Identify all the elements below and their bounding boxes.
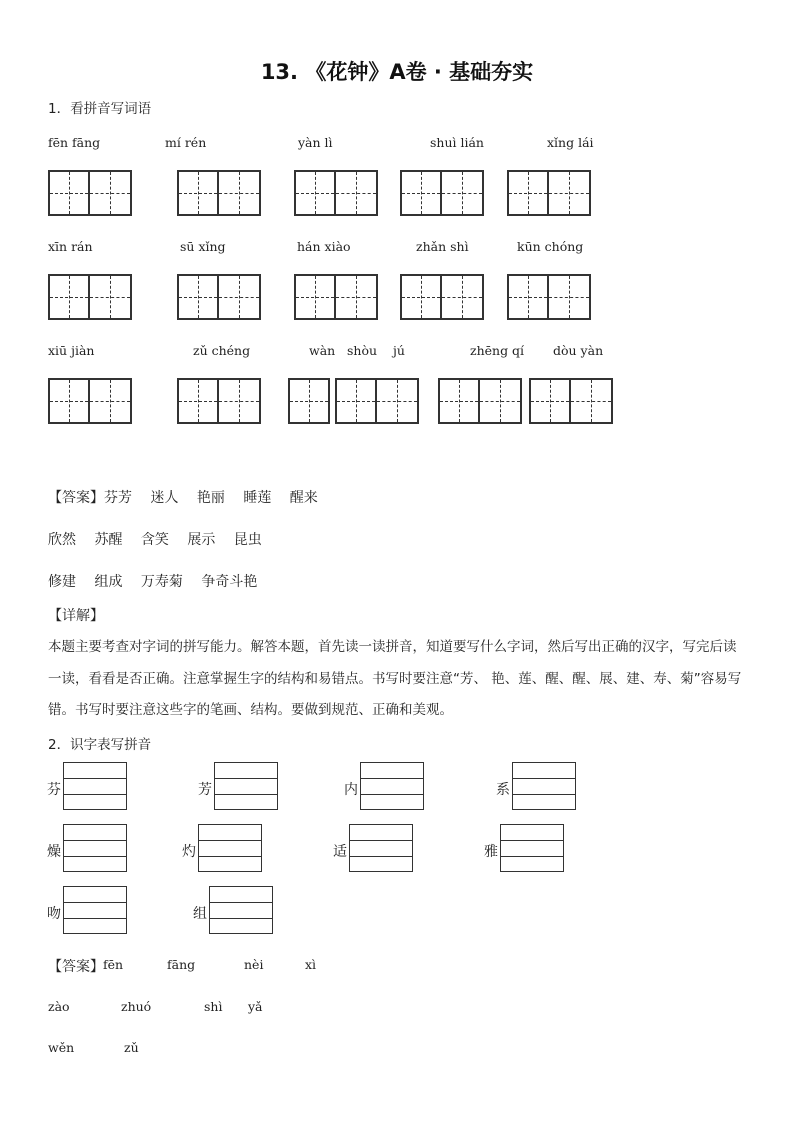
tianzi-box[interactable] [90,378,132,424]
tianzi-box[interactable] [294,170,336,216]
answer-label: 【答案】 [48,490,104,506]
tianzi-box[interactable] [177,378,219,424]
pinyin-label: kūn chóng [517,239,584,254]
hanzi-char: 雅 [484,844,498,860]
pinyin-writing-box[interactable] [512,762,576,810]
pinyin-writing-box[interactable] [500,824,564,872]
page-title: 13. 《花钟》A卷 · 基础夯实 [260,60,534,84]
pinyin-writing-box[interactable] [198,824,262,872]
tianzi-box[interactable] [177,170,219,216]
pinyin-label: fēn fāng [48,135,101,150]
tianzi-box[interactable] [288,378,330,424]
detail-paragraph: 本题主要考查对字词的拼写能力。解答本题，首先读一读拼音，知道要写什么字词，然后写出正确的汉字，写完后读一读，看看是否正确。注意掌握生字的结构和易错点。书写时要注意“芳、 艳、莲、醒、醒、展、建、寿、菊”容易写错。书写时要注意这些字的笔画、结构。要做到规范、正确和美观。 [48,639,742,718]
pinyin-label: jú [393,343,405,358]
tianzi-box[interactable] [507,170,549,216]
pinyin-writing-box[interactable] [63,886,127,934]
answer-block-1 [48,487,318,507]
tianzi-box[interactable] [549,274,591,320]
hanzi-char: 内 [344,782,358,798]
tianzi-box[interactable] [48,378,90,424]
pinyin-writing-box[interactable] [209,886,273,934]
tianzi-box[interactable] [438,378,480,424]
tianzi-box[interactable] [442,274,484,320]
tianzi-box[interactable] [377,378,419,424]
pinyin-label: xiū jiàn [48,343,95,358]
pinyin-answer: wěn [48,1040,75,1055]
answer-label: 【答案】 [48,959,104,975]
pinyin-writing-box[interactable] [349,824,413,872]
detail-label: 【详解】 [48,608,104,624]
tianzi-box[interactable] [400,170,442,216]
pinyin-label: zǔ chéng [193,343,251,358]
tianzi-box[interactable] [219,274,261,320]
pinyin-writing-box[interactable] [63,824,127,872]
tianzi-box[interactable] [400,274,442,320]
tianzi-box[interactable] [480,378,522,424]
hanzi-char: 组 [193,906,207,922]
pinyin-label: wàn [309,343,336,358]
pinyin-writing-box[interactable] [214,762,278,810]
tianzi-box[interactable] [219,378,261,424]
pinyin-writing-box[interactable] [63,762,127,810]
hanzi-char: 适 [333,844,347,860]
hanzi-char: 吻 [47,906,61,922]
pinyin-label: mí rén [165,135,207,150]
hanzi-char: 系 [496,782,510,798]
tianzi-box[interactable] [442,170,484,216]
pinyin-answer: yǎ [248,999,263,1014]
answer-words: 芬芳 迷人 艳丽 睡莲 醒来 [104,490,318,506]
tianzi-box[interactable] [507,274,549,320]
pinyin-label: sū xǐng [180,239,226,254]
answer-words: 欣然 苏醒 含笑 展示 昆虫 [48,532,262,548]
hanzi-char: 芬 [47,782,61,798]
tianzi-box[interactable] [529,378,571,424]
tianzi-box[interactable] [336,170,378,216]
hanzi-char: 芳 [198,782,212,798]
tianzi-box[interactable] [219,170,261,216]
tianzi-box[interactable] [90,170,132,216]
tianzi-box[interactable] [294,274,336,320]
pinyin-label: xǐng lái [547,135,594,150]
pinyin-answer: xì [305,957,317,972]
pinyin-label: shòu [347,343,378,358]
question-2-heading: 2．识字表写拼音 [48,737,152,753]
answer-words: 修建 组成 万寿菊 争奇斗艳 [48,574,258,590]
pinyin-writing-box[interactable] [360,762,424,810]
pinyin-label: yàn lì [298,135,333,150]
pinyin-label: dòu yàn [553,343,604,358]
pinyin-label: hán xiào [297,239,351,254]
tianzi-box[interactable] [335,378,377,424]
pinyin-answer: fāng [167,957,196,972]
pinyin-answer: nèi [244,957,264,972]
hanzi-char: 燥 [47,844,61,860]
pinyin-answer: fēn [103,957,124,972]
pinyin-label: zhēng qí [470,343,525,358]
pinyin-label: shuì lián [430,135,484,150]
pinyin-answer: shì [204,999,223,1014]
tianzi-box[interactable] [48,274,90,320]
question-1-heading: 1．看拼音写词语 [48,101,152,117]
tianzi-box[interactable] [571,378,613,424]
pinyin-label: zhǎn shì [416,239,469,254]
pinyin-answer: zào [48,999,70,1014]
tianzi-box[interactable] [177,274,219,320]
hanzi-char: 灼 [182,844,196,860]
pinyin-label: xīn rán [48,239,93,254]
tianzi-box[interactable] [336,274,378,320]
tianzi-box[interactable] [90,274,132,320]
pinyin-answer: zhuó [121,999,152,1014]
pinyin-answer: zǔ [124,1040,139,1055]
tianzi-box[interactable] [549,170,591,216]
tianzi-box[interactable] [48,170,90,216]
